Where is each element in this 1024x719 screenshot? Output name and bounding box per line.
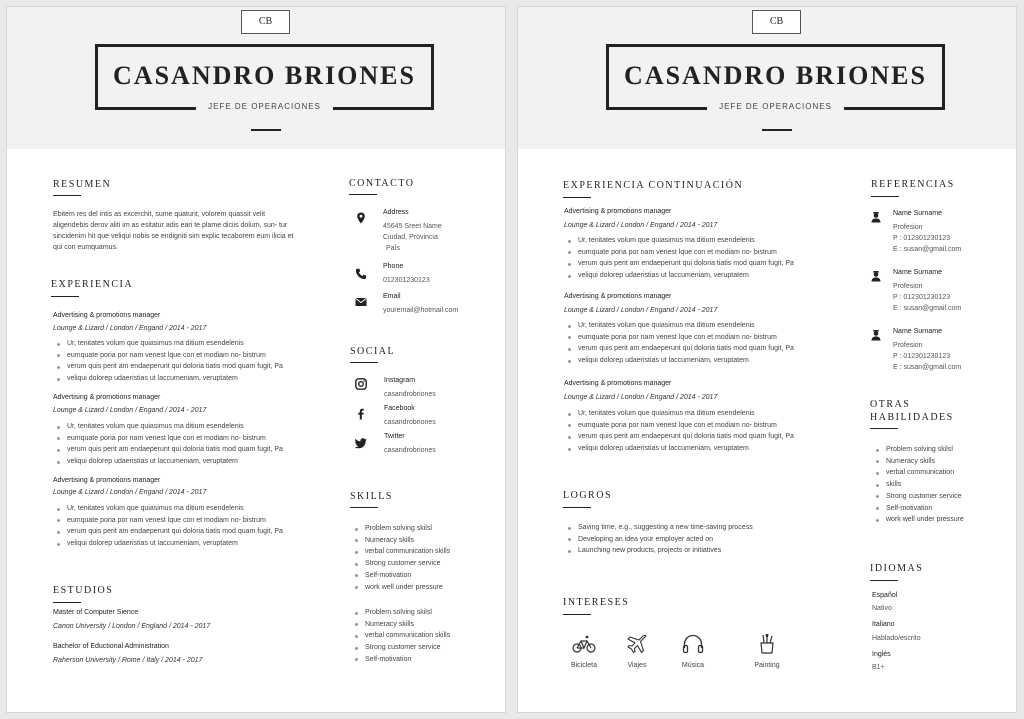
contact-value-phone: 012301230123	[383, 277, 430, 284]
list-item: Ur, tenitates volum que quiasimus ma ditium esendelenis	[566, 235, 794, 247]
header-divider	[251, 129, 281, 131]
job-bullets-2	[55, 421, 283, 468]
study-subtitle-2: Raherson University / Rome / Italy / 2014 - 2017	[53, 657, 203, 664]
section-underline	[563, 197, 591, 198]
social-label-twitter: Twitter	[384, 433, 405, 440]
instagram-icon	[355, 378, 367, 390]
social-value-twitter: casandrobriones	[384, 447, 436, 454]
reference-name-2: Name Surname	[893, 269, 943, 276]
interest-label-viajes: Viajes	[627, 662, 647, 669]
list-item: Saving time, e.g., suggesting a new time-saving process	[566, 522, 753, 534]
job-bullets-5	[566, 320, 794, 367]
list-item: veliqui dolorep udaeristias ut laccumeniam, veruptatem	[566, 270, 794, 282]
reference-name-3: Name Surname	[893, 328, 943, 335]
list-item: Numeracy skills	[874, 456, 964, 468]
person-icon	[870, 270, 882, 282]
list-item: Problem solving skilsl	[874, 444, 964, 456]
list-item: Ur, tenitates volum que quiasimus ma ditium esendelenis	[55, 338, 283, 350]
section-underline	[51, 296, 79, 297]
list-item: verbal communication skills	[353, 546, 450, 558]
study-subtitle-1: Canon University / London / England / 2014 - 2017	[53, 623, 211, 630]
section-underline	[349, 194, 377, 195]
list-item: Strong customer service	[353, 558, 450, 570]
list-item: Self-motivation	[353, 654, 450, 666]
section-title-experiencia: EXPERIENCIA	[51, 279, 134, 290]
section-underline	[350, 362, 378, 363]
social-value-facebook: casandrobriones	[384, 419, 436, 426]
list-item: verum quis perit am endaeperunt qui doloria tiatis mod quam fugit, Pa	[566, 343, 794, 355]
list-item: Self-motivation	[353, 570, 450, 582]
job-title-5: Advertising & promotions manager	[564, 293, 672, 300]
job-subtitle-1: Lounge & Lizard / London / Engand / 2014 - 2017	[53, 325, 207, 332]
study-title-1: Master of Computer Sience	[53, 609, 139, 616]
paintbrush-icon	[755, 632, 779, 656]
interest-label-painting: Painting	[754, 662, 780, 669]
job-title-3: Advertising & promotions manager	[53, 477, 161, 484]
job-bullets-3	[55, 503, 283, 550]
job-bullets-4	[566, 235, 794, 282]
list-item: verum quis perit am endaeperunt qui doloria tiatis mod quam fugit, Pa	[55, 361, 283, 373]
list-item: verum quis perit am endaeperunt qui doloria tiatis mod quam fugit, Pa	[566, 258, 794, 270]
headphones-icon	[681, 632, 705, 656]
list-item: Ur, tenitates volum que quiasimus ma ditium esendelenis	[55, 503, 283, 515]
reference-details-1: Profesion P : 012301230123 E : susan@gmail.com	[893, 224, 962, 253]
section-title-estudios: ESTUDIOS	[53, 585, 114, 596]
bicycle-icon	[572, 632, 596, 656]
person-icon	[870, 329, 882, 341]
candidate-name: CASANDRO BRIONES	[113, 61, 416, 90]
section-underline	[350, 507, 378, 508]
contact-label-phone: Phone	[383, 263, 404, 270]
interest-label-bicicleta: Bicicleta	[570, 662, 598, 669]
resume-page-1	[6, 6, 506, 713]
resume-page-2	[517, 6, 1017, 713]
list-item: veliqui dolorep udaeristias ut laccumeniam, veruptatem	[566, 443, 794, 455]
section-title-contacto: CONTACTO	[349, 178, 415, 189]
job-subtitle-2: Lounge & Lizard / London / Engand / 2014 - 2017	[53, 407, 207, 414]
list-item: veliqui dolorep udaeristias ut laccumeniam, veruptatem	[55, 538, 283, 550]
language-level-1: Nativo	[872, 605, 892, 612]
facebook-icon	[355, 408, 367, 420]
logros-list	[566, 522, 753, 557]
skills-list-2	[353, 607, 450, 666]
list-item: Numeracy skills	[353, 619, 450, 631]
section-title-otras-habilidades: OTRAS HABILIDADES	[870, 399, 954, 423]
list-item: verum quis perit am endaeperunt qui doloria tiatis mod quam fugit, Pa	[566, 431, 794, 443]
job-bullets-1	[55, 338, 283, 385]
list-item: eumquate poria por nam venest lque con et modiam no- bistrum	[566, 420, 794, 432]
language-name-3: Inglés	[872, 651, 891, 658]
list-item: eumquate poria por nam venest lque con et modiam no- bistrum	[566, 332, 794, 344]
twitter-icon	[355, 437, 367, 449]
person-icon	[870, 211, 882, 223]
reference-details-3: Profesion P : 012301230123 E : susan@gmail.com	[893, 342, 962, 371]
contact-label-email: Email	[383, 293, 401, 300]
list-item: eumquate poria por nam venest lque con et modiam no- bistrum	[55, 350, 283, 362]
list-item: veliqui dolorep udaeristias ut laccumeniam, veruptatem	[566, 355, 794, 367]
section-underline	[53, 602, 81, 603]
airplane-icon	[625, 632, 649, 656]
list-item: Ur, tenitates volum que quiasimus ma ditium esendelenis	[566, 320, 794, 332]
location-pin-icon	[355, 212, 367, 224]
monogram-box: CB	[752, 10, 801, 34]
list-item: Ur, tenitates volum que quiasimus ma ditium esendelenis	[566, 408, 794, 420]
section-title-resumen: RESUMEN	[53, 179, 112, 190]
language-name-2: Italiano	[872, 621, 895, 628]
skills-list-1	[353, 523, 450, 593]
job-title: JEFE DE OPERACIONES	[196, 100, 333, 116]
name-frame	[606, 44, 945, 110]
list-item: Launching new products, projects or initiatives	[566, 545, 753, 557]
social-value-instagram: casandrobriones	[384, 391, 436, 398]
header-divider	[762, 129, 792, 131]
job-subtitle-6: Lounge & Lizard / London / Engand / 2014 - 2017	[564, 394, 718, 401]
language-name-1: Español	[872, 592, 898, 599]
list-item: work well under pressure	[353, 582, 450, 594]
section-underline	[871, 196, 899, 197]
section-title-social: SOCIAL	[350, 346, 396, 357]
section-underline	[563, 507, 591, 508]
list-item: work well under pressure	[874, 514, 964, 526]
section-title-skills: SKILLS	[350, 491, 393, 502]
section-underline	[53, 195, 81, 196]
list-item: Developing an idea your employer acted on	[566, 534, 753, 546]
list-item: veliqui dolorep udaeristias ut laccumeniam, veruptatem	[55, 456, 283, 468]
resumen-text: Ebitem res del intis as excerchit, sume quaturit, volorem quassit velit aligendebis derov aliti im as esitatur adis eari te plame diciis dolum, sun- tur sincidenim hit que veliqui nobis se endigniti sim explic tecaborem eum ilicia et qui con eumquamus.	[53, 211, 294, 251]
reference-details-2: Profesion P : 012301230123 E : susan@gmail.com	[893, 283, 962, 312]
job-title-6: Advertising & promotions manager	[564, 380, 672, 387]
job-title-1: Advertising & promotions manager	[53, 312, 161, 319]
contact-label-address: Address	[383, 209, 409, 216]
candidate-name: CASANDRO BRIONES	[624, 61, 927, 90]
job-subtitle-5: Lounge & Lizard / London / Engand / 2014 - 2017	[564, 307, 718, 314]
section-underline	[870, 428, 898, 429]
list-item: Strong customer service	[353, 642, 450, 654]
list-item: eumquate poria por nam venest lque con et modiam no- bistrum	[566, 247, 794, 259]
list-item: skills	[874, 479, 964, 491]
list-item: verum quis perit am endaeperunt qui doloria tiatis mod quam fugit, Pa	[55, 444, 283, 456]
social-label-facebook: Facebook	[384, 405, 415, 412]
list-item: Self-motivation	[874, 503, 964, 515]
reference-name-1: Name Surname	[893, 210, 943, 217]
list-item: verbal communication skills	[353, 630, 450, 642]
contact-value-email: youremail@hotmail.com	[383, 307, 459, 314]
section-title-experiencia-continuacion: EXPERIENCIA CONTINUACIÓN	[563, 180, 744, 191]
section-title-idiomas: IDIOMAS	[870, 563, 924, 574]
section-underline	[563, 614, 591, 615]
contact-value-address: 45645 Sreet Name Ciudad, Provincia País	[383, 223, 442, 252]
social-label-instagram: Instagram	[384, 377, 416, 384]
job-bullets-6	[566, 408, 794, 455]
section-title-referencias: REFERENCIAS	[871, 179, 955, 190]
name-frame	[95, 44, 434, 110]
list-item: Problem solving skilsl	[353, 523, 450, 535]
job-title-2: Advertising & promotions manager	[53, 394, 161, 401]
section-title-logros: LOGROS	[563, 490, 613, 501]
study-title-2: Bachelor of Eductional Administration	[53, 643, 169, 650]
envelope-icon	[355, 296, 367, 308]
job-title-4: Advertising & promotions manager	[564, 208, 672, 215]
list-item: verum quis perit am endaeperunt qui doloria tiatis mod quam fugit, Pa	[55, 526, 283, 538]
job-subtitle-3: Lounge & Lizard / London / Engand / 2014 - 2017	[53, 489, 207, 496]
section-underline	[870, 580, 898, 581]
list-item: veliqui dolorep udaeristias ut laccumeniam, veruptatem	[55, 373, 283, 385]
language-level-3: B1+	[872, 664, 885, 671]
otras-habilidades-list	[874, 444, 964, 526]
interest-label-musica: Música	[681, 662, 705, 669]
phone-icon	[355, 268, 367, 280]
job-subtitle-4: Lounge & Lizard / London / Engand / 2014 - 2017	[564, 222, 718, 229]
monogram-box: CB	[241, 10, 290, 34]
list-item: eumquate poria por nam venest lque con et modiam no- bistrum	[55, 515, 283, 527]
list-item: Strong customer service	[874, 491, 964, 503]
list-item: Numeracy skills	[353, 535, 450, 547]
list-item: Problem solving skilsl	[353, 607, 450, 619]
language-level-2: Hablado/escrito	[872, 635, 921, 642]
section-title-intereses: INTERESES	[563, 597, 630, 608]
job-title: JEFE DE OPERACIONES	[707, 100, 844, 116]
list-item: eumquate poria por nam venest lque con et modiam no- bistrum	[55, 433, 283, 445]
list-item: Ur, tenitates volum que quiasimus ma ditium esendelenis	[55, 421, 283, 433]
list-item: verbal communication	[874, 467, 964, 479]
